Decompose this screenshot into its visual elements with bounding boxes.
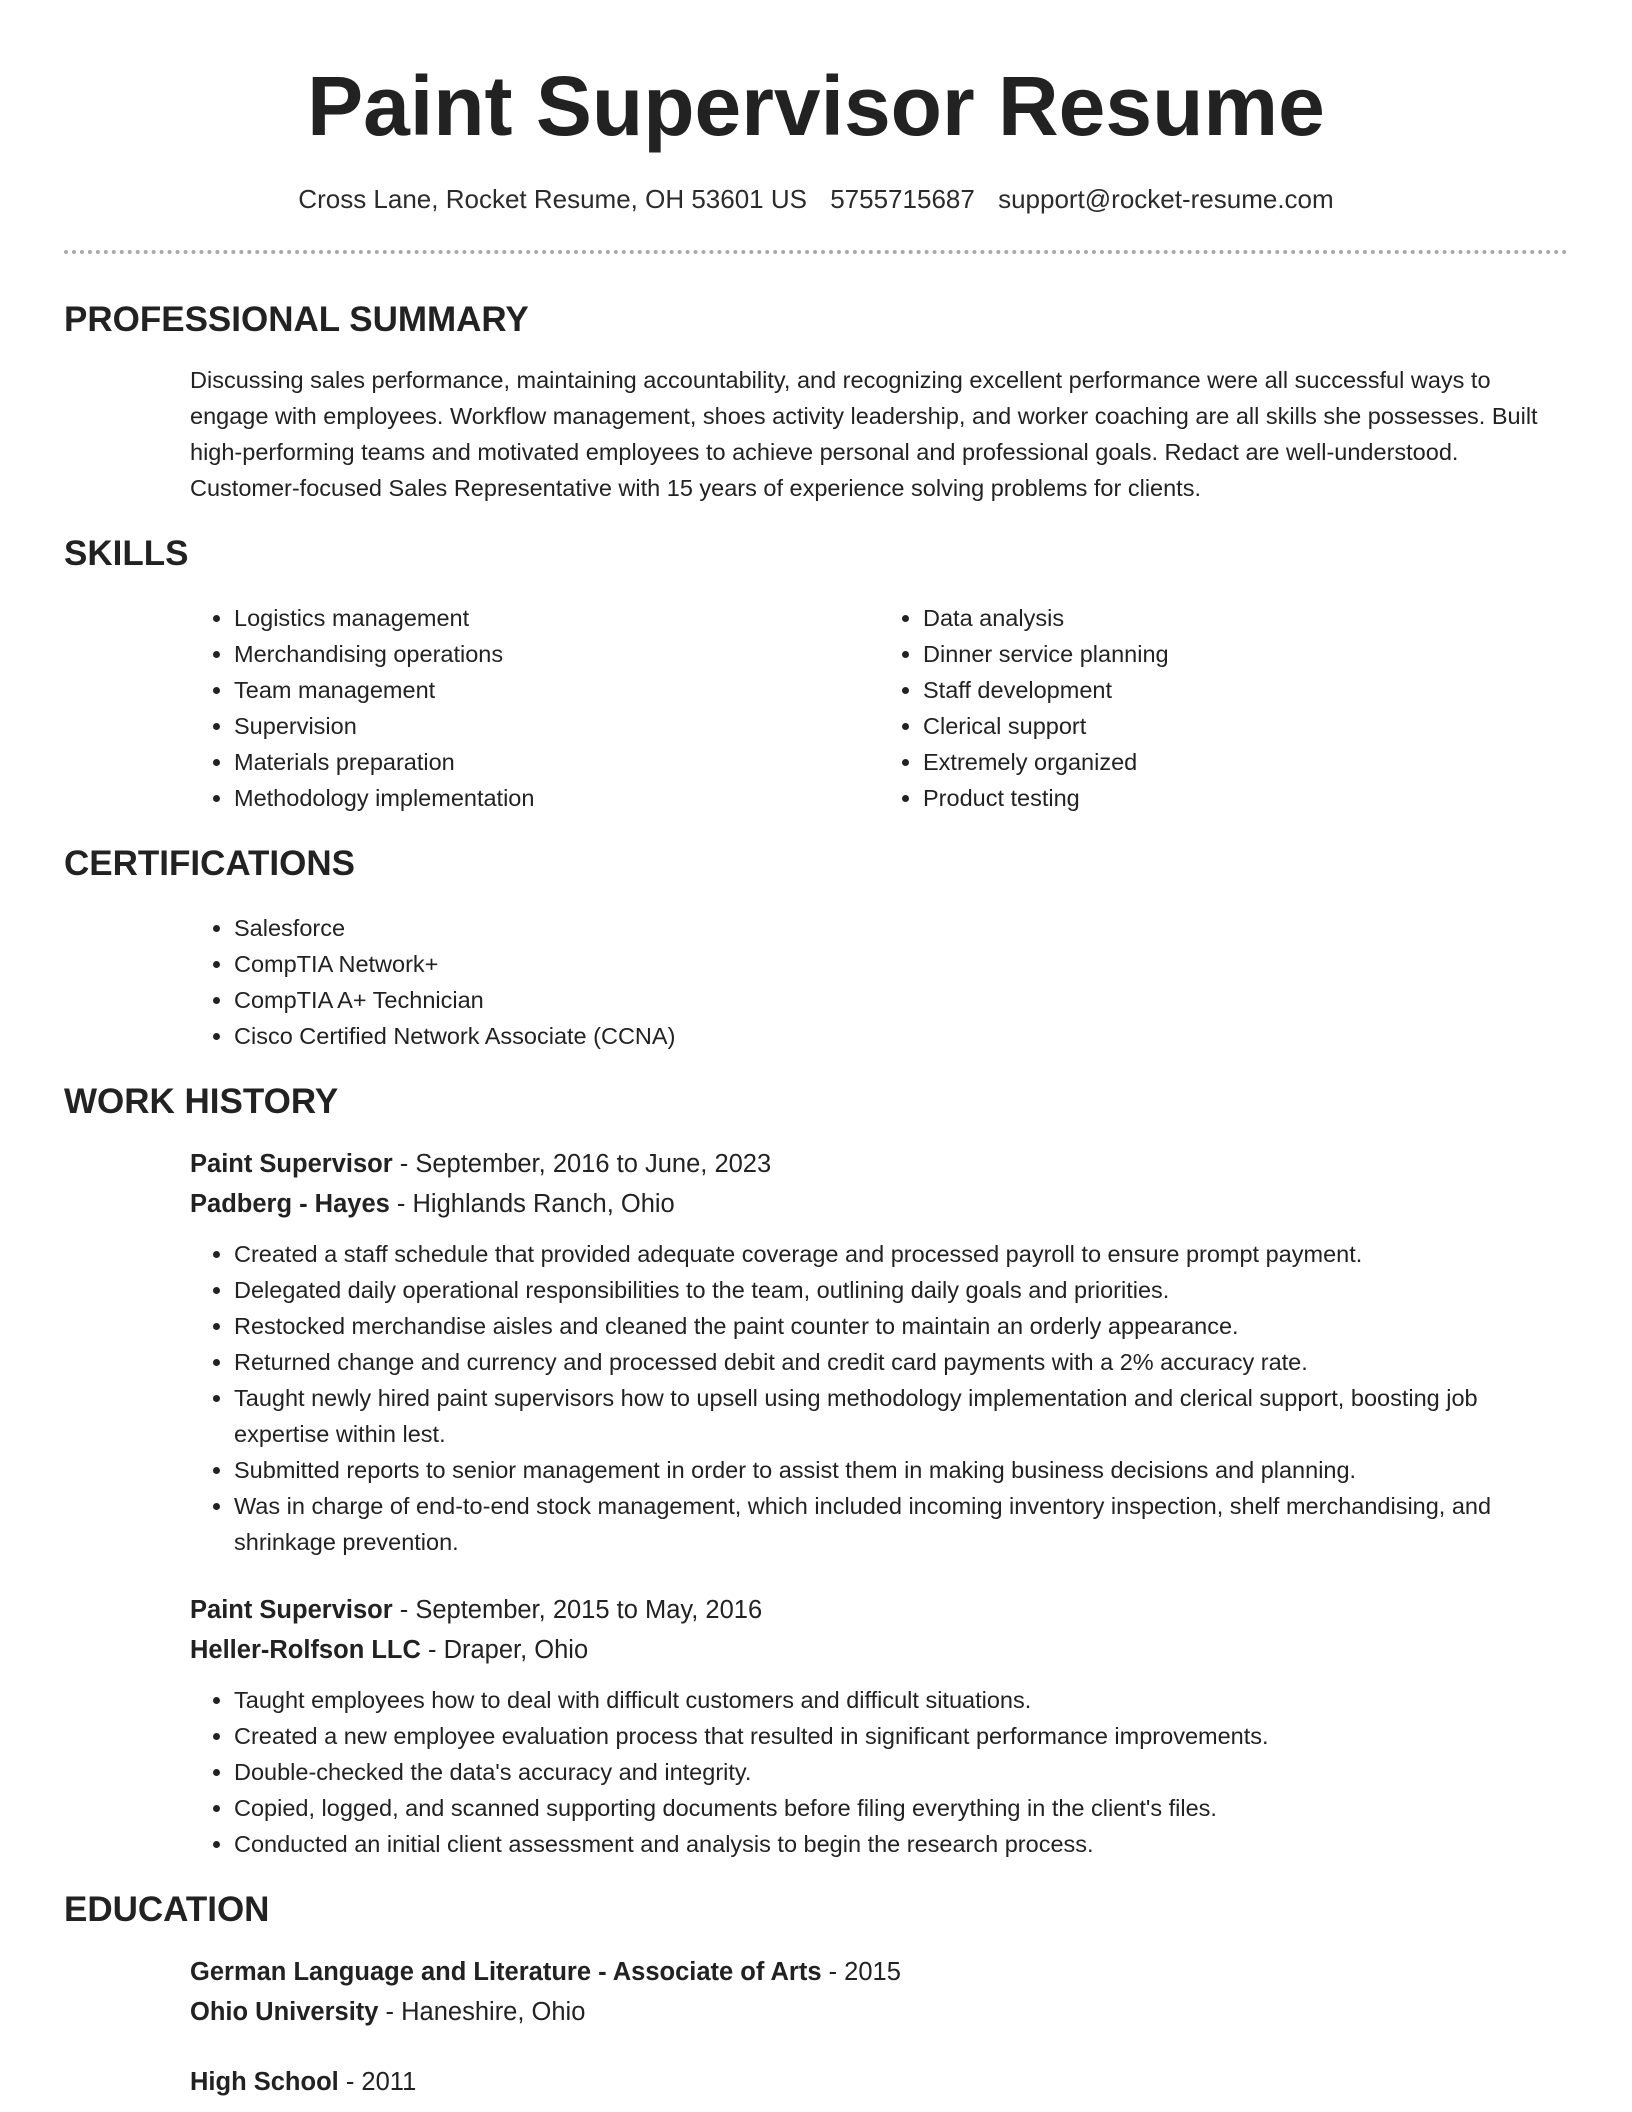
job-title: Paint Supervisor (190, 1596, 393, 1624)
summary-heading: PROFESSIONAL SUMMARY (64, 300, 529, 339)
degree-line (190, 1952, 1568, 1992)
list-item: • Extremely organized (923, 744, 1568, 780)
education-entry (190, 1952, 1568, 2032)
degree-name: High School (190, 2068, 339, 2096)
job-title-line (190, 1144, 1568, 1184)
list-item: • Restocked merchandise aisles and cleaned the paint counter to maintain an orderly appearance. (234, 1308, 1568, 1344)
summary-text: Discussing sales performance, maintaining accountability, and recognizing excellent performance were all successful ways to engage with employees. Workflow management, shoes activity leadership, and worker coaching are all skills she possesses. Built high-performing teams and motivated employees to achieve personal and professional goals. Redact are well-understood. Customer-focused Sales Representative with 15 years of experience solving problems for clients. (190, 367, 1538, 501)
degree-name: German Language and Literature - Associate of Arts (190, 1958, 822, 1986)
page-title: Paint Supervisor Resume (307, 59, 1325, 153)
job-company-line (190, 1630, 1568, 1670)
skills-heading: SKILLS (64, 534, 189, 573)
list-item: • Supervision (234, 708, 879, 744)
education-heading: EDUCATION (64, 1890, 270, 1929)
contact-email: support@rocket-resume.com (998, 184, 1334, 214)
job-location: - Highlands Ranch, Ohio (389, 1190, 675, 1218)
certifications-section (64, 842, 1568, 1054)
list-item: • Created a new employee evaluation process that resulted in significant performance improvements. (234, 1718, 1568, 1754)
degree-year: - 2015 (821, 1958, 901, 1986)
job-company: Heller-Rolfson LLC (190, 1636, 421, 1664)
contact-info (64, 182, 1568, 216)
school-line (190, 1992, 1568, 2032)
job-entry (190, 1590, 1568, 1862)
list-item: • Copied, logged, and scanned supporting documents before filing everything in the client's files. (234, 1790, 1568, 1826)
list-item: • Merchandising operations (234, 636, 879, 672)
list-item: • Returned change and currency and processed debit and credit card payments with a 2% accuracy rate. (234, 1344, 1568, 1380)
list-item: • CompTIA A+ Technician (234, 982, 1568, 1018)
certifications-list (190, 910, 1568, 1054)
job-dates: - September, 2015 to May, 2016 (392, 1596, 763, 1624)
work-section (64, 1080, 1568, 1862)
header-divider (64, 250, 1568, 254)
contact-phone: 5755715687 (830, 184, 975, 214)
degree-year: - 2011 (338, 2068, 417, 2096)
school-name: Ohio University (190, 1998, 379, 2026)
summary-section (64, 298, 1568, 506)
list-item: • CompTIA Network+ (234, 946, 1568, 982)
list-item: • Team management (234, 672, 879, 708)
degree-line (190, 2062, 1568, 2102)
education-section (64, 1888, 1568, 2102)
job-company: Padberg - Hayes (190, 1190, 390, 1218)
education-entry (190, 2062, 1568, 2102)
list-item: • Dinner service planning (923, 636, 1568, 672)
contact-address: Cross Lane, Rocket Resume, OH 53601 US (298, 184, 807, 214)
job-dates: - September, 2016 to June, 2023 (392, 1150, 772, 1178)
list-item: • Delegated daily operational responsibilities to the team, outlining daily goals and priorities. (234, 1272, 1568, 1308)
job-title: Paint Supervisor (190, 1150, 393, 1178)
list-item: • Taught employees how to deal with difficult customers and difficult situations. (234, 1682, 1568, 1718)
list-item: • Logistics management (234, 600, 879, 636)
skills-list-left (190, 600, 879, 816)
job-bullets (190, 1682, 1568, 1862)
skills-list-right (879, 600, 1568, 816)
list-item: • Submitted reports to senior management in order to assist them in making business decisions and planning. (234, 1452, 1568, 1488)
list-item: • Taught newly hired paint supervisors how to upsell using methodology implementation and clerical support, boosting job expertise within lest. (234, 1380, 1568, 1452)
list-item: • Materials preparation (234, 744, 879, 780)
list-item: • Was in charge of end-to-end stock management, which included incoming inventory inspection, shelf merchandising, and shrinkage prevention. (234, 1488, 1568, 1560)
job-bullets (190, 1236, 1568, 1560)
list-item: • Staff development (923, 672, 1568, 708)
job-company-line (190, 1184, 1568, 1224)
job-location: - Draper, Ohio (420, 1636, 589, 1664)
certifications-heading: CERTIFICATIONS (64, 844, 356, 883)
list-item: • Methodology implementation (234, 780, 879, 816)
list-item: • Salesforce (234, 910, 1568, 946)
work-heading: WORK HISTORY (64, 1082, 339, 1121)
school-location: - Haneshire, Ohio (378, 1998, 586, 2026)
list-item: • Double-checked the data's accuracy and integrity. (234, 1754, 1568, 1790)
job-entry (190, 1144, 1568, 1560)
list-item: • Conducted an initial client assessment and analysis to begin the research process. (234, 1826, 1568, 1862)
list-item: • Cisco Certified Network Associate (CCNA) (234, 1018, 1568, 1054)
resume-page (64, 0, 1568, 2102)
list-item: • Clerical support (923, 708, 1568, 744)
job-title-line (190, 1590, 1568, 1630)
list-item: • Created a staff schedule that provided adequate coverage and processed payroll to ensure prompt payment. (234, 1236, 1568, 1272)
skills-section (64, 532, 1568, 816)
list-item: • Data analysis (923, 600, 1568, 636)
list-item: • Product testing (923, 780, 1568, 816)
